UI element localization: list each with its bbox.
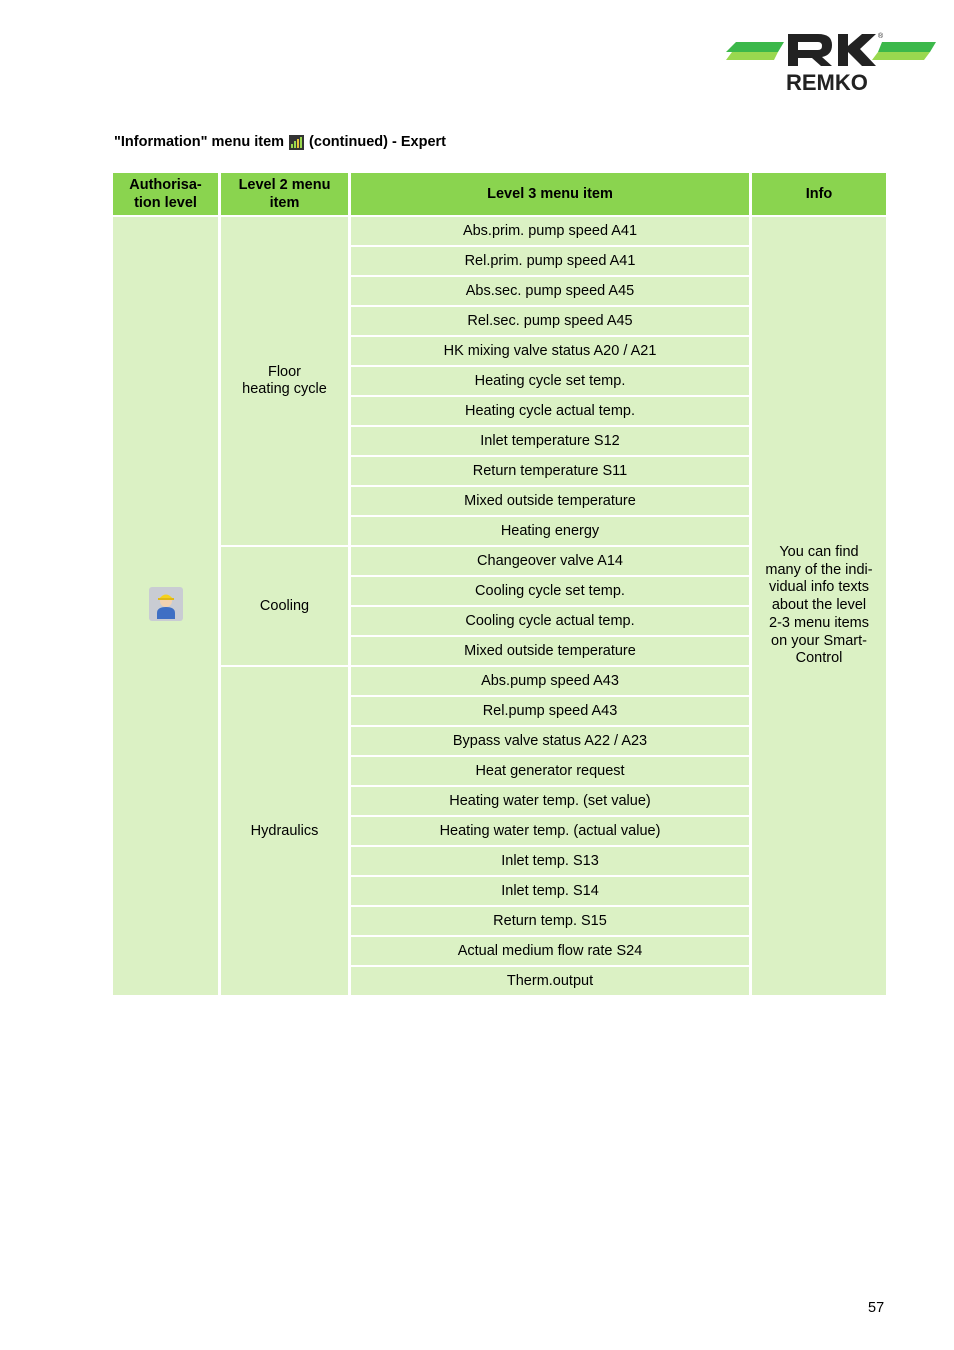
level3-menu-item: Actual medium flow rate S24: [351, 937, 749, 965]
heading-prefix: "Information" menu item: [114, 134, 285, 150]
level2-menu-item: Floor heating cycle: [221, 217, 348, 545]
level3-menu-item: Mixed outside temperature: [351, 637, 749, 665]
level2-menu-item: Cooling: [221, 547, 348, 665]
level3-menu-item: Cooling cycle actual temp.: [351, 607, 749, 635]
level3-menu-item: Inlet temp. S14: [351, 877, 749, 905]
info-cell: You can find many of the indi- vidual info texts about the level 2-3 menu items on your Smart- Control: [752, 217, 886, 995]
remko-logo: [726, 30, 936, 94]
information-bar-chart-icon: [289, 135, 304, 150]
table-row: [113, 217, 886, 245]
level3-menu-item: Bypass valve status A22 / A23: [351, 727, 749, 755]
information-menu-table: [110, 171, 889, 997]
level3-menu-item: Abs.pump speed A43: [351, 667, 749, 695]
level3-menu-item: Cooling cycle set temp.: [351, 577, 749, 605]
level3-menu-item: Mixed outside temperature: [351, 487, 749, 515]
level2-menu-item: Hydraulics: [221, 667, 348, 995]
level3-menu-item: Rel.prim. pump speed A41: [351, 247, 749, 275]
level3-menu-item: Abs.prim. pump speed A41: [351, 217, 749, 245]
section-heading: [114, 134, 446, 150]
authorisation-level-cell: [113, 217, 218, 995]
level3-menu-item: Heating water temp. (set value): [351, 787, 749, 815]
level3-menu-item: Heat generator request: [351, 757, 749, 785]
logo-brand-text: REMKO: [786, 70, 868, 94]
level3-menu-item: Heating water temp. (actual value): [351, 817, 749, 845]
table-header-row: [113, 173, 886, 215]
level3-menu-item: Changeover valve A14: [351, 547, 749, 575]
logo-rk-mark: [788, 34, 876, 66]
heading-suffix: (continued) - Expert: [309, 134, 446, 150]
page-number: 57: [868, 1300, 885, 1316]
header-level3-menu-item: Level 3 menu item: [351, 173, 749, 215]
logo-right-stripe-2: [872, 52, 930, 60]
level3-menu-item: Return temp. S15: [351, 907, 749, 935]
header-info: Info: [752, 173, 886, 215]
header-authorisation-level: Authorisa- tion level: [113, 173, 218, 215]
level3-menu-item: Rel.pump speed A43: [351, 697, 749, 725]
level3-menu-item: Inlet temp. S13: [351, 847, 749, 875]
level3-menu-item: Rel.sec. pump speed A45: [351, 307, 749, 335]
logo-left-stripe-2: [726, 52, 778, 60]
logo-registered-mark: ®: [878, 33, 884, 40]
level3-menu-item: HK mixing valve status A20 / A21: [351, 337, 749, 365]
logo-right-stripe: [878, 42, 936, 52]
level3-menu-item: Heating energy: [351, 517, 749, 545]
header-level2-menu-item: Level 2 menu item: [221, 173, 348, 215]
level3-menu-item: Inlet temperature S12: [351, 427, 749, 455]
level3-menu-item: Therm.output: [351, 967, 749, 995]
level3-menu-item: Heating cycle set temp.: [351, 367, 749, 395]
expert-user-icon: [149, 587, 183, 621]
level3-menu-item: Heating cycle actual temp.: [351, 397, 749, 425]
table-body: [113, 217, 886, 995]
level3-menu-item: Return temperature S11: [351, 457, 749, 485]
level3-menu-item: Abs.sec. pump speed A45: [351, 277, 749, 305]
logo-left-stripe: [726, 42, 784, 52]
